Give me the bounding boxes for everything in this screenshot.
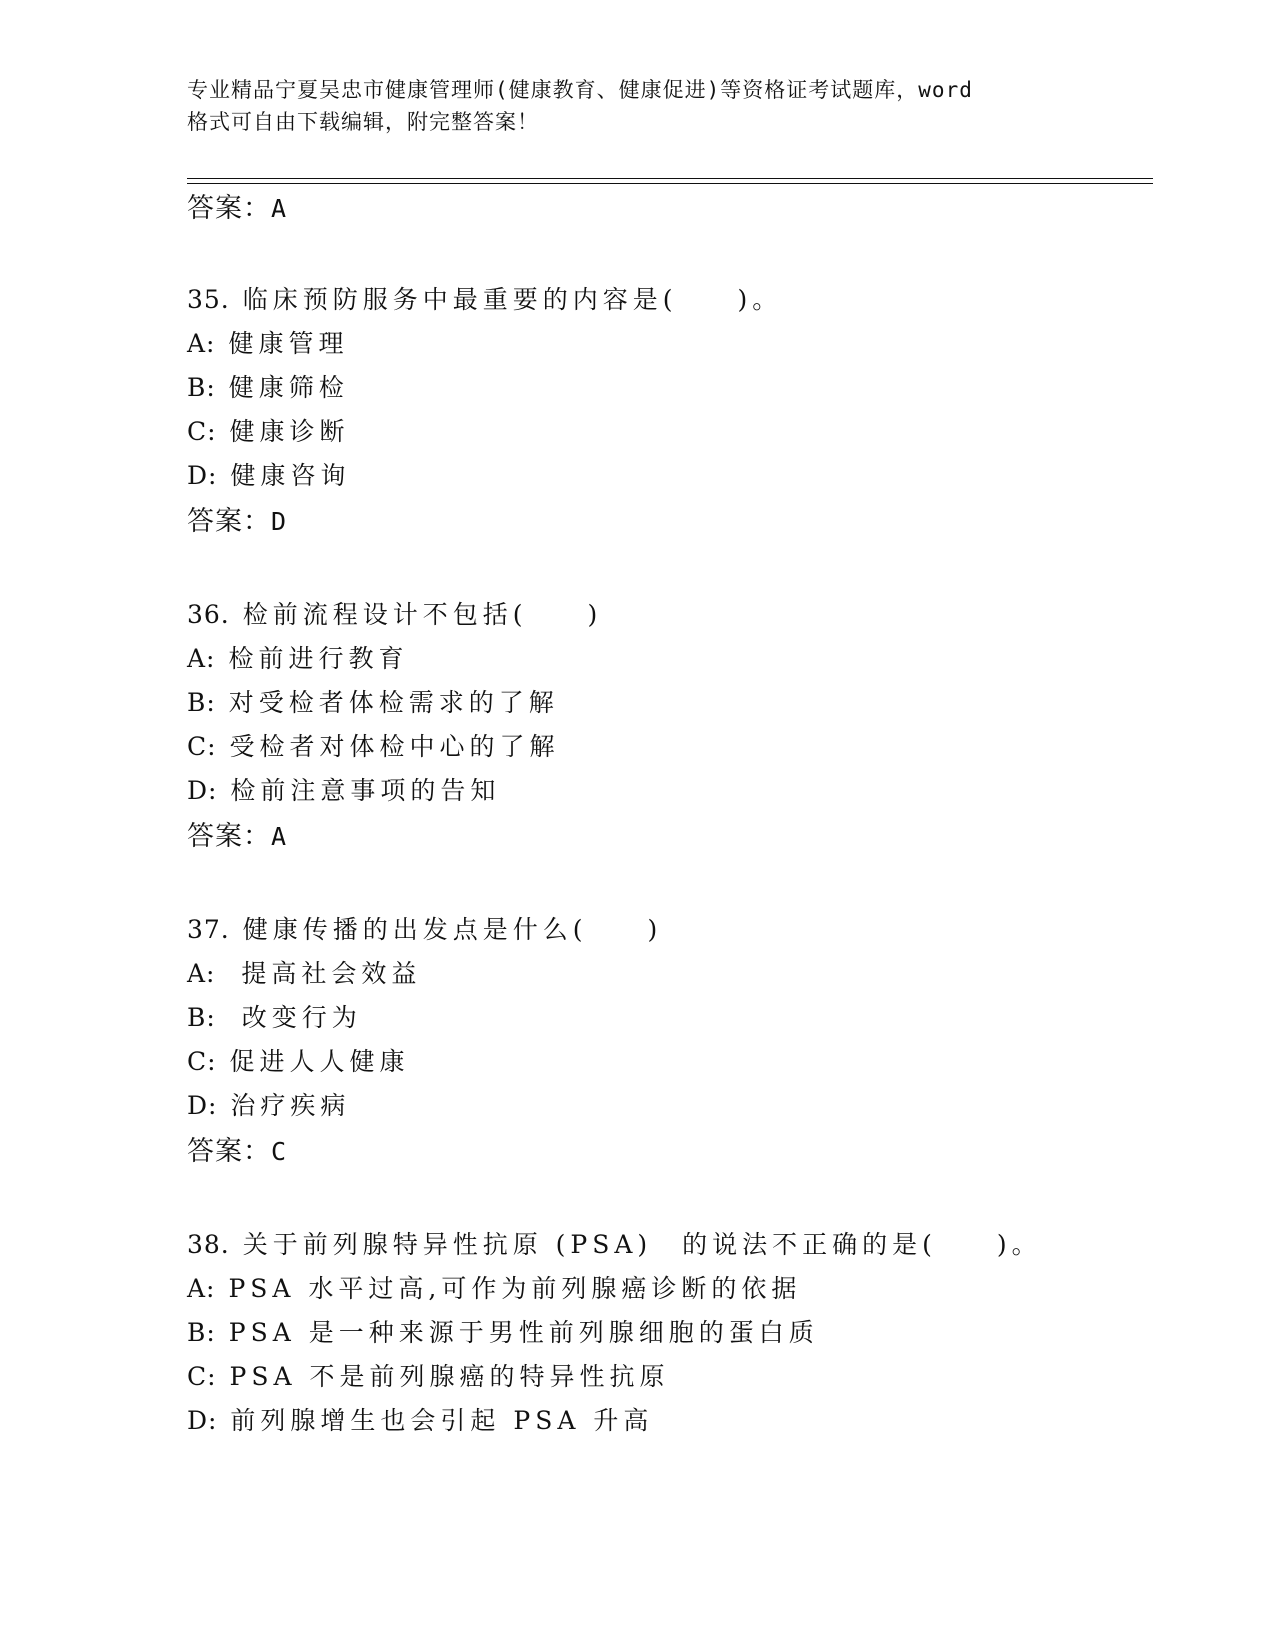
option-text: PSA 不是前列腺癌的特异性抗原	[229, 1362, 670, 1391]
option-label: A:	[187, 1274, 216, 1303]
option-label: D:	[187, 461, 218, 490]
option-label: B:	[187, 1318, 216, 1347]
header-rule-top	[187, 178, 1153, 179]
option-b	[187, 371, 349, 405]
option-text: 检前进行教育	[228, 644, 409, 673]
option-label: A:	[187, 959, 216, 988]
option-c	[187, 415, 350, 449]
header-line-2: 格式可自由下载编辑，附完整答案！	[187, 110, 539, 134]
option-text: 提高社会效益	[228, 959, 422, 988]
option-label: C:	[187, 732, 217, 761]
option-text: 促进人人健康	[229, 1047, 410, 1076]
option-text: 受检者对体检中心的了解	[229, 732, 560, 761]
option-label: C:	[187, 1047, 217, 1076]
option-b	[187, 686, 559, 720]
option-text: PSA 水平过高,可作为前列腺癌诊断的依据	[228, 1274, 802, 1303]
option-d	[187, 774, 500, 808]
option-text: PSA 是一种来源于男性前列腺细胞的蛋白质	[228, 1318, 819, 1347]
question-37-stem	[187, 913, 662, 947]
option-label: B:	[187, 688, 216, 717]
answer-line	[187, 820, 287, 854]
option-b	[187, 1316, 819, 1350]
question-text: 关于前列腺特异性抗原 (PSA) 的说法不正确的是( )。	[242, 1230, 1042, 1259]
question-number: 36.	[187, 600, 230, 629]
header-rule-bottom	[187, 183, 1153, 184]
answer-label: 答案：	[187, 1136, 271, 1167]
answer-label: 答案：	[187, 193, 271, 224]
option-c	[187, 730, 560, 764]
question-text: 临床预防服务中最重要的内容是( )。	[242, 285, 783, 314]
question-number: 38.	[187, 1230, 230, 1259]
option-text: 健康咨询	[230, 461, 351, 490]
option-c	[187, 1045, 410, 1079]
question-number: 35.	[187, 285, 230, 314]
header-line-1: 专业精品宁夏吴忠市健康管理师(健康教育、健康促进)等资格证考试题库，word	[187, 78, 973, 102]
page-header	[187, 74, 1067, 138]
question-36-stem	[187, 598, 602, 632]
answer-label: 答案：	[187, 821, 271, 852]
option-a	[187, 642, 408, 676]
option-c	[187, 1360, 669, 1394]
answer-line	[187, 505, 287, 539]
option-d	[187, 459, 350, 493]
option-text: 检前注意事项的告知	[230, 776, 501, 805]
option-text: 前列腺增生也会引起 PSA 升高	[230, 1406, 654, 1435]
option-label: D:	[187, 1091, 218, 1120]
option-a	[187, 957, 421, 991]
answer-value: D	[271, 507, 288, 536]
answer-line	[187, 1135, 287, 1169]
option-text: 健康诊断	[229, 417, 350, 446]
option-b	[187, 1001, 362, 1035]
question-text: 健康传播的出发点是什么( )	[242, 915, 663, 944]
answer-value: A	[271, 194, 288, 223]
option-text: 对受检者体检需求的了解	[228, 688, 559, 717]
answer-line	[187, 192, 287, 226]
option-label: A:	[187, 644, 216, 673]
question-38-stem	[187, 1228, 1042, 1262]
option-label: C:	[187, 1362, 217, 1391]
option-label: D:	[187, 1406, 218, 1435]
option-d	[187, 1089, 350, 1123]
option-text: 改变行为	[228, 1003, 362, 1032]
answer-value: C	[271, 1137, 288, 1166]
option-a	[187, 327, 348, 361]
option-label: B:	[187, 373, 216, 402]
option-label: C:	[187, 417, 217, 446]
option-a	[187, 1272, 801, 1306]
question-35-stem	[187, 283, 782, 317]
answer-label: 答案：	[187, 506, 271, 537]
question-text: 检前流程设计不包括( )	[242, 600, 603, 629]
option-text: 治疗疾病	[230, 1091, 351, 1120]
option-label: B:	[187, 1003, 216, 1032]
option-label: D:	[187, 776, 218, 805]
option-d	[187, 1404, 653, 1438]
option-label: A:	[187, 329, 216, 358]
answer-value: A	[271, 822, 288, 851]
option-text: 健康管理	[228, 329, 349, 358]
question-number: 37.	[187, 915, 230, 944]
option-text: 健康筛检	[228, 373, 349, 402]
